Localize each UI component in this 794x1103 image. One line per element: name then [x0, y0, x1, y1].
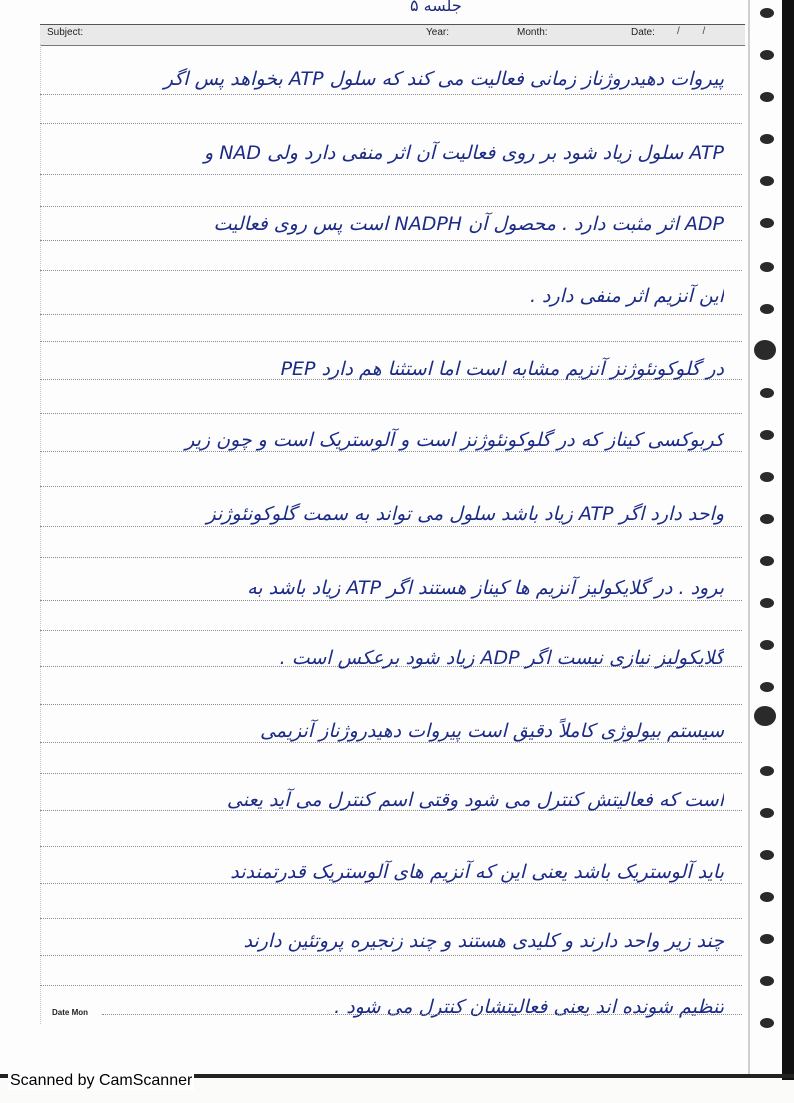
note-line: ADP اثر مثبت دارد . محصول آن NADPH است پس روی فعالیت: [213, 213, 724, 235]
binder-hole: [760, 388, 774, 398]
scan-border-right: [782, 0, 794, 1080]
ruled-line: [40, 918, 742, 919]
binder-hole: [760, 556, 774, 566]
ruled-line: [40, 630, 742, 631]
binder-hole: [760, 92, 774, 102]
note-line: چند زیر واحد دارند و کلیدی هستند و چند زنجیره پروتئین دارند: [243, 930, 724, 952]
note-line: باید آلوستریک باشد یعنی این که آنزیم های آلوستریک قدرتمندند: [230, 861, 724, 883]
ruled-line: [40, 557, 742, 558]
ruled-line: [40, 240, 742, 241]
binder-hole: [760, 1018, 774, 1028]
date-mon-label: Date Mon: [52, 1008, 88, 1017]
ruled-line: [40, 704, 742, 705]
binder-hole: [760, 976, 774, 986]
ruled-line: [40, 123, 742, 124]
binder-hole: [760, 50, 774, 60]
ruled-line: [40, 985, 742, 986]
session-title: جلسه ۵: [410, 0, 462, 15]
ruled-line: [40, 206, 742, 207]
binder-hole: [760, 472, 774, 482]
note-line: ATP سلول زیاد شود بر روی فعالیت آن اثر منفی دارد ولی NAD و: [204, 142, 724, 164]
binder-hole: [760, 8, 774, 18]
ruled-line: [40, 174, 742, 175]
note-line: در گلوکونئوژنز آنزیم مشابه است اما استثنا هم دارد PEP: [280, 358, 724, 380]
note-line: سیستم بیولوژی کاملاً دقیق است پیروات دهیدروژناز آنزیمی: [259, 720, 724, 742]
binder-hole: [760, 134, 774, 144]
date-line: [102, 1014, 742, 1015]
ruled-line: [40, 94, 742, 95]
note-line: واحد دارد اگر ATP زیاد باشد سلول می تواند به سمت گلوکونئوژنز: [206, 503, 724, 525]
note-line: این آنزیم اثر منفی دارد .: [529, 285, 724, 307]
binder-hole: [760, 766, 774, 776]
binder-hole: [760, 262, 774, 272]
ruled-line: [40, 341, 742, 342]
binder-hole: [754, 340, 776, 360]
month-label: Month:: [517, 27, 548, 38]
note-line: پیروات دهیدروژناز زمانی فعالیت می کند که سلول ATP بخواهد پس اگر: [163, 68, 724, 90]
date-value: / /: [677, 26, 716, 37]
ruled-line: [40, 773, 742, 774]
binder-hole: [760, 850, 774, 860]
year-label: Year:: [426, 27, 449, 38]
ruled-line: [40, 846, 742, 847]
note-line: برود . در گلایکولیز آنزیم ها کیناز هستند اگر ATP زیاد باشد به: [247, 577, 724, 599]
camscanner-watermark: Scanned by CamScanner: [10, 1072, 193, 1089]
subject-label: Subject:: [47, 27, 84, 38]
ruled-line: [40, 413, 742, 414]
binder-hole: [760, 892, 774, 902]
binder-hole: [760, 514, 774, 524]
date-label: Date:: [631, 27, 655, 38]
binder-hole: [760, 304, 774, 314]
note-line: گلایکولیز نیازی نیست اگر ADP زیاد شود برعکس است .: [279, 647, 724, 669]
binder-hole: [760, 430, 774, 440]
note-line: تنظیم شونده اند یعنی فعالیتشان کنترل می شود .: [334, 996, 724, 1018]
binder-hole: [760, 682, 774, 692]
binder-hole: [760, 218, 774, 228]
note-line: کربوکسی کیناز که در گلوکونئوژنز است و آلوستریک است و چون زیر: [185, 429, 724, 451]
note-line: است که فعالیتش کنترل می شود وقتی اسم کنترل می آید یعنی: [226, 789, 724, 811]
ruled-line: [40, 270, 742, 271]
binder-hole: [760, 640, 774, 650]
ruled-line: [40, 486, 742, 487]
binder-hole: [760, 808, 774, 818]
paper-edge: [748, 0, 750, 1074]
binder-hole: [760, 598, 774, 608]
binder-hole: [754, 706, 776, 726]
binder-hole: [760, 934, 774, 944]
binder-hole: [760, 176, 774, 186]
ruled-line: [40, 314, 742, 315]
